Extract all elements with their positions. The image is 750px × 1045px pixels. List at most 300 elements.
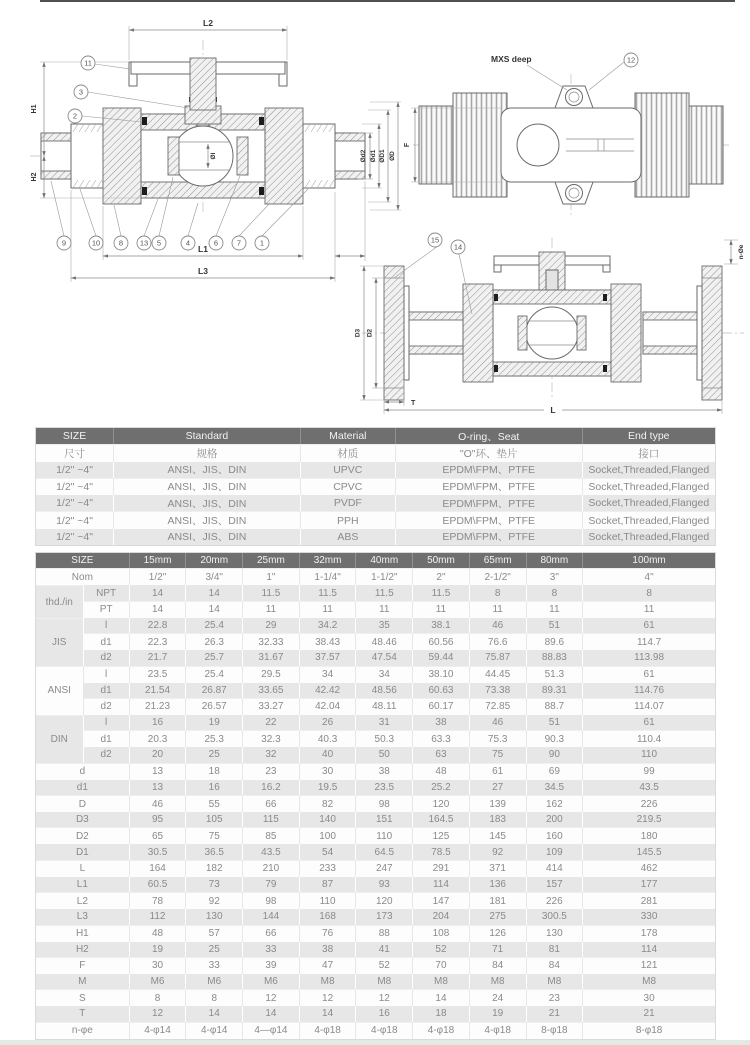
table-cell: 178: [583, 925, 715, 942]
table-cell: NPT: [84, 585, 130, 600]
svg-text:13: 13: [139, 238, 149, 248]
dim-col-header: 65mm: [470, 553, 527, 568]
table-cell: 113.98: [583, 650, 715, 665]
table-cell: 25: [186, 942, 243, 957]
table-cell: 64.5: [356, 844, 413, 859]
table-cell: 180: [583, 827, 715, 844]
table-cell: 11: [243, 601, 300, 618]
table-cell: 30: [300, 763, 357, 780]
table-cell: 1/2" ~4": [36, 495, 114, 511]
table-cell: 13: [130, 780, 187, 795]
table-cell: 121: [583, 957, 715, 974]
table-cell: 78: [130, 892, 187, 909]
table-cell: 78.5: [413, 844, 470, 859]
table-cell: 73.38: [470, 683, 527, 698]
table-cell: 61: [583, 618, 715, 633]
flanged-valve: [384, 252, 722, 400]
table-cell: F: [36, 957, 130, 974]
dim-row: [36, 747, 715, 762]
svg-text:4: 4: [185, 238, 191, 248]
table-cell: 330: [583, 909, 715, 924]
table-cell: 61: [583, 666, 715, 683]
table-cell: 4-φ18: [300, 1022, 357, 1039]
table-cell: 50.3: [356, 730, 413, 747]
table-cell: 93: [356, 877, 413, 892]
table-cell: 145: [470, 827, 527, 844]
spec-col-header: SIZE: [36, 428, 114, 444]
table-cell: 34: [356, 666, 413, 683]
table-cell: 25.7: [186, 650, 243, 665]
table-cell: 接口: [583, 444, 715, 461]
table-cell: 160: [527, 827, 584, 844]
table-cell: 18: [413, 1006, 470, 1021]
table-cell: 1/2": [130, 568, 187, 585]
table-cell: 130: [186, 909, 243, 924]
callout-3: [74, 85, 188, 108]
table-cell: 46: [130, 795, 187, 812]
dim-group-label: thd./in: [36, 585, 84, 617]
table-cell: 35: [356, 618, 413, 633]
table-cell: L: [36, 860, 130, 877]
table-cell: 25: [186, 747, 243, 762]
table-cell: 89.6: [527, 633, 584, 650]
dim-row: [36, 730, 715, 747]
table-cell: 63.3: [413, 730, 470, 747]
table-cell: Socket,Threaded,Flanged: [583, 529, 715, 545]
footer-strip: [0, 1040, 750, 1045]
dim-row: [36, 780, 715, 795]
dim-row: [36, 601, 715, 618]
table-cell: 181: [470, 892, 527, 909]
table-cell: 25.3: [186, 730, 243, 747]
table-cell: 38.1: [413, 618, 470, 633]
table-cell: 48.11: [356, 698, 413, 715]
table-cell: 26.3: [186, 633, 243, 650]
table-cell: d2: [84, 698, 130, 715]
table-cell: H2: [36, 942, 130, 957]
table-cell: 13: [130, 763, 187, 780]
table-cell: 300.5: [527, 909, 584, 924]
table-cell: 59.44: [413, 650, 470, 665]
table-cell: 75.3: [470, 730, 527, 747]
table-cell: 12: [130, 1006, 187, 1021]
table-cell: 112: [130, 909, 187, 924]
table-cell: 1/2" ~4": [36, 529, 114, 545]
table-cell: 23.5: [356, 780, 413, 795]
table-cell: PPH: [301, 511, 396, 528]
table-cell: 70: [413, 957, 470, 974]
table-cell: 26: [300, 715, 357, 730]
table-cell: 36.5: [186, 844, 243, 859]
table-cell: 11: [413, 601, 470, 618]
table-cell: 54: [300, 844, 357, 859]
table-cell: 120: [413, 795, 470, 812]
dim-label-dia-D: ØD: [389, 151, 396, 161]
dim-header-row: [36, 553, 715, 568]
table-cell: EPDM\FPM、PTFE: [396, 462, 583, 478]
table-cell: S: [36, 989, 130, 1006]
svg-text:12: 12: [626, 55, 636, 65]
table-cell: 226: [583, 795, 715, 812]
table-cell: EPDM\FPM、PTFE: [396, 511, 583, 528]
table-cell: 63: [413, 747, 470, 762]
table-cell: 11: [527, 601, 584, 618]
table-cell: D: [36, 795, 130, 812]
dim-row: [36, 633, 715, 650]
table-cell: 275: [470, 909, 527, 924]
table-cell: 61: [583, 715, 715, 730]
table-cell: 76.6: [470, 633, 527, 650]
table-cell: M8: [470, 974, 527, 989]
table-cell: 147: [413, 892, 470, 909]
table-cell: l: [84, 715, 130, 730]
table-cell: 22.8: [130, 618, 187, 633]
table-cell: ANSI、JIS、DIN: [114, 511, 301, 528]
table-cell: 16: [130, 715, 187, 730]
dim-row: [36, 1006, 715, 1021]
table-cell: 90: [527, 747, 584, 762]
table-cell: 33.27: [243, 698, 300, 715]
table-cell: d2: [84, 747, 130, 762]
table-cell: 46: [470, 618, 527, 633]
table-cell: 材质: [301, 444, 396, 461]
table-cell: 60.5: [130, 877, 187, 892]
table-cell: 规格: [114, 444, 301, 461]
table-cell: 19: [186, 715, 243, 730]
table-cell: 14: [243, 1006, 300, 1021]
dim-label-dia-d1: Ød1: [370, 149, 377, 163]
table-cell: EPDM\FPM、PTFE: [396, 478, 583, 495]
dim-row: [36, 795, 715, 812]
dim-label-h1: H1: [31, 104, 38, 114]
table-cell: 11: [583, 601, 715, 618]
table-cell: 60.63: [413, 683, 470, 698]
dim-label-l3: L3: [198, 266, 208, 276]
dim-col-header: 15mm: [130, 553, 187, 568]
table-cell: 114.07: [583, 698, 715, 715]
table-cell: M8: [583, 974, 715, 989]
table-cell: 33: [243, 942, 300, 957]
table-cell: 120: [356, 892, 413, 909]
callout-8: [114, 205, 128, 250]
ball: [173, 126, 233, 186]
table-cell: 48.56: [356, 683, 413, 698]
table-cell: 27: [470, 780, 527, 795]
table-cell: 30: [130, 957, 187, 974]
table-cell: 39: [243, 957, 300, 974]
table-cell: 66: [243, 925, 300, 942]
table-cell: 109: [527, 844, 584, 859]
table-cell: L1: [36, 877, 130, 892]
dim-row: [36, 812, 715, 827]
table-cell: 22: [243, 715, 300, 730]
table-cell: 32: [243, 747, 300, 762]
table-cell: 38.10: [413, 666, 470, 683]
table-cell: 31.67: [243, 650, 300, 665]
dim-row: [36, 974, 715, 989]
dim-label-l: L: [550, 405, 556, 415]
table-cell: 200: [527, 812, 584, 827]
table-cell: 162: [527, 795, 584, 812]
spec-col-header: End type: [583, 428, 715, 444]
dim-row: [36, 618, 715, 633]
table-cell: M6: [130, 974, 187, 989]
table-cell: 88: [356, 925, 413, 942]
svg-text:14: 14: [453, 242, 463, 252]
table-cell: 69: [527, 763, 584, 780]
table-cell: 100: [300, 827, 357, 844]
svg-text:7: 7: [236, 238, 242, 248]
table-cell: 84: [527, 957, 584, 974]
table-cell: 42.42: [300, 683, 357, 698]
table-cell: 82: [300, 795, 357, 812]
table-cell: 164.5: [413, 812, 470, 827]
table-cell: 114.76: [583, 683, 715, 698]
table-cell: 14: [300, 1006, 357, 1021]
table-cell: 8: [527, 585, 584, 600]
table-cell: 57: [186, 925, 243, 942]
valve-body: [141, 114, 265, 198]
dim-group-label: JIS: [36, 618, 84, 666]
table-cell: 281: [583, 892, 715, 909]
table-cell: 16.2: [243, 780, 300, 795]
mounting-hole: [566, 185, 583, 202]
dim-label-d2: D2: [366, 328, 374, 338]
table-cell: M8: [413, 974, 470, 989]
table-cell: L3: [36, 909, 130, 924]
table-cell: 108: [413, 925, 470, 942]
dim-label-h2: H2: [31, 172, 38, 182]
table-cell: CPVC: [301, 478, 396, 495]
table-cell: 51.3: [527, 666, 584, 683]
table-cell: 1/2" ~4": [36, 511, 114, 528]
table-cell: 26.87: [186, 683, 243, 698]
table-cell: 4-φ14: [186, 1022, 243, 1039]
table-cell: 37.57: [300, 650, 357, 665]
table-cell: 151: [356, 812, 413, 827]
table-cell: 84: [470, 957, 527, 974]
dim-col-header: 20mm: [186, 553, 243, 568]
table-cell: 110: [300, 892, 357, 909]
table-cell: 105: [186, 812, 243, 827]
table-cell: 11: [470, 601, 527, 618]
table-cell: EPDM\FPM、PTFE: [396, 495, 583, 511]
table-cell: 32.3: [243, 730, 300, 747]
table-cell: 2": [413, 568, 470, 585]
dim-row: [36, 1022, 715, 1039]
table-cell: 14: [413, 989, 470, 1006]
table-cell: 34.2: [300, 618, 357, 633]
table-cell: 50: [356, 747, 413, 762]
table-cell: 51: [527, 715, 584, 730]
table-cell: d1: [84, 683, 130, 698]
dim-row: [36, 909, 715, 924]
table-cell: 8: [130, 989, 187, 1006]
table-cell: 115: [243, 812, 300, 827]
table-cell: 29: [243, 618, 300, 633]
table-cell: 55: [186, 795, 243, 812]
table-cell: 182: [186, 860, 243, 877]
dim-row: [36, 942, 715, 957]
table-cell: 219.5: [583, 812, 715, 827]
spec-row: [36, 478, 715, 495]
table-cell: M6: [243, 974, 300, 989]
table-cell: 46: [470, 715, 527, 730]
table-cell: 75: [186, 827, 243, 844]
table-cell: D1: [36, 844, 130, 859]
table-cell: 18: [186, 763, 243, 780]
table-cell: ANSI、JIS、DIN: [114, 529, 301, 545]
table-cell: 12: [300, 989, 357, 1006]
callout-12: [589, 53, 638, 90]
table-cell: 8-φ18: [583, 1022, 715, 1039]
table-cell: D2: [36, 827, 130, 844]
table-cell: 183: [470, 812, 527, 827]
table-cell: 14: [186, 1006, 243, 1021]
table-cell: 1": [243, 568, 300, 585]
spec-row: [36, 462, 715, 478]
table-cell: 14: [130, 601, 187, 618]
table-cell: 26.57: [186, 698, 243, 715]
table-cell: 33: [186, 957, 243, 974]
table-cell: 23: [527, 989, 584, 1006]
table-cell: 136: [470, 877, 527, 892]
svg-text:8: 8: [118, 238, 124, 248]
table-cell: l: [84, 666, 130, 683]
table-cell: 126: [470, 925, 527, 942]
dim-label-d3: D3: [354, 328, 362, 338]
dim-label-bore: Øl: [210, 152, 217, 160]
dim-group-label: ANSI: [36, 666, 84, 715]
spec-header-row-cn: [36, 444, 715, 461]
table-cell: 98: [243, 892, 300, 909]
table-cell: 11: [356, 601, 413, 618]
dim-label-l2: L2: [203, 18, 213, 28]
table-cell: EPDM\FPM、PTFE: [396, 529, 583, 545]
table-cell: 22.3: [130, 633, 187, 650]
table-cell: 92: [470, 844, 527, 859]
table-cell: 125: [413, 827, 470, 844]
table-cell: 233: [300, 860, 357, 877]
dim-label-t: T: [411, 400, 416, 407]
flange-right: [702, 266, 722, 400]
table-cell: 177: [583, 877, 715, 892]
table-cell: 110: [356, 827, 413, 844]
table-cell: 38: [300, 942, 357, 957]
table-cell: 11.5: [413, 585, 470, 600]
table-cell: 87: [300, 877, 357, 892]
flange-left: [384, 266, 404, 400]
table-cell: Socket,Threaded,Flanged: [583, 511, 715, 528]
spec-col-header: Material: [301, 428, 396, 444]
table-cell: 99: [583, 763, 715, 780]
dim-row: [36, 860, 715, 877]
table-cell: 19: [470, 1006, 527, 1021]
table-cell: 52: [413, 942, 470, 957]
table-cell: 114.7: [583, 633, 715, 650]
note-mxs-deep: MXS deep: [491, 54, 532, 64]
dim-size-header: SIZE: [36, 553, 130, 568]
table-cell: UPVC: [301, 462, 396, 478]
dim-row: [36, 698, 715, 715]
table-cell: 210: [243, 860, 300, 877]
table-cell: 43.5: [583, 780, 715, 795]
table-cell: 71: [470, 942, 527, 957]
table-cell: M: [36, 974, 130, 989]
table-cell: H1: [36, 925, 130, 942]
dim-row: [36, 925, 715, 942]
table-cell: 47: [300, 957, 357, 974]
table-cell: 60.17: [413, 698, 470, 715]
table-cell: 31: [356, 715, 413, 730]
table-cell: 3": [527, 568, 584, 585]
table-cell: 16: [186, 780, 243, 795]
dim-row: [36, 827, 715, 844]
dim-col-header: 50mm: [413, 553, 470, 568]
spec-col-header: O-ring、Seat: [396, 428, 583, 444]
table-cell: 61: [470, 763, 527, 780]
table-cell: 140: [300, 812, 357, 827]
table-cell: 25.2: [413, 780, 470, 795]
table-cell: d1: [84, 633, 130, 650]
table-cell: 79: [243, 877, 300, 892]
callout-11: [81, 56, 130, 70]
table-cell: 32.33: [243, 633, 300, 650]
table-cell: 173: [356, 909, 413, 924]
table-cell: 41: [356, 942, 413, 957]
table-cell: 24: [470, 989, 527, 1006]
dim-row: [36, 957, 715, 974]
table-cell: 3/4": [186, 568, 243, 585]
table-cell: 51: [527, 618, 584, 633]
table-cell: Nom: [36, 568, 130, 585]
table-cell: M8: [300, 974, 357, 989]
table-cell: 110.4: [583, 730, 715, 747]
table-cell: T: [36, 1006, 130, 1021]
dim-col-header: 32mm: [300, 553, 357, 568]
table-cell: 25.4: [186, 666, 243, 683]
dim-col-header: 100mm: [583, 553, 715, 568]
table-cell: d1: [36, 780, 130, 795]
table-cell: 38: [413, 715, 470, 730]
table-cell: 11.5: [356, 585, 413, 600]
dim-row: [36, 666, 715, 683]
dim-row: [36, 877, 715, 892]
table-cell: PVDF: [301, 495, 396, 511]
table-cell: 1/2" ~4": [36, 478, 114, 495]
table-cell: 12: [356, 989, 413, 1006]
table-cell: 145.5: [583, 844, 715, 859]
dim-col-header: 80mm: [527, 553, 584, 568]
table-cell: 48: [413, 763, 470, 780]
table-cell: 14: [130, 585, 187, 600]
table-cell: 19.5: [300, 780, 357, 795]
table-cell: 168: [300, 909, 357, 924]
table-cell: 1-1/4": [300, 568, 357, 585]
table-cell: 34.5: [527, 780, 584, 795]
svg-text:2: 2: [72, 111, 78, 121]
table-cell: 12: [243, 989, 300, 1006]
table-cell: 4-φ18: [356, 1022, 413, 1039]
dim-row-nom: [36, 568, 715, 585]
table-cell: 157: [527, 877, 584, 892]
table-cell: 4": [583, 568, 715, 585]
table-cell: 98: [356, 795, 413, 812]
table-cell: 88.83: [527, 650, 584, 665]
table-cell: 33.65: [243, 683, 300, 698]
table-cell: 40.3: [300, 730, 357, 747]
table-cell: 11.5: [300, 585, 357, 600]
